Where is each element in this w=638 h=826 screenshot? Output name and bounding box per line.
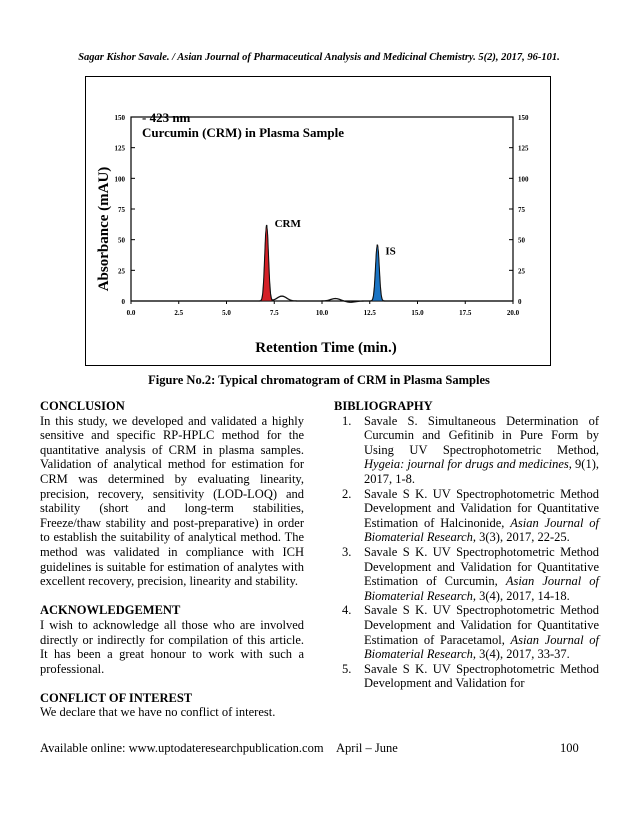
- running-header: Sagar Kishor Savale. / Asian Journal of Pharmaceutical Analysis and Medicinal Chemistry. 5(2), 2017, 96-101.: [78, 52, 560, 63]
- reference-text: Savale S K. UV Spectrophotometric Method Development and Validation for Quantitative Estimation of Curcumin,: [364, 544, 599, 589]
- reference-journal: Asian Journal of Biomaterial Research,: [364, 632, 599, 662]
- reference-item: [334, 545, 599, 603]
- reference-number: 1.: [342, 413, 352, 428]
- y-tick-label-right: 50: [518, 236, 525, 245]
- reference-number: 3.: [342, 544, 352, 559]
- chromatogram-chart: [86, 77, 549, 364]
- chart-title: Curcumin (CRM) in Plasma Sample: [142, 125, 344, 140]
- reference-details: 3(4), 2017, 14-18.: [476, 588, 570, 603]
- reference-item: [334, 414, 599, 487]
- reference-journal: Hygeia: journal for drugs and medicines,: [364, 457, 572, 472]
- wavelength-annotation: - 423 nm: [142, 110, 191, 125]
- bibliography-heading: BIBLIOGRAPHY: [334, 399, 433, 413]
- plot-frame: [131, 117, 513, 301]
- reference-details: 3(3), 2017, 22-25.: [476, 530, 570, 545]
- figure-caption: Figure No.2: Typical chromatogram of CRM in Plasma Samples: [148, 373, 490, 387]
- x-tick-label: 7.5: [269, 309, 279, 317]
- peak-label-crm: CRM: [274, 217, 301, 230]
- x-tick-label: 15.0: [411, 309, 424, 317]
- chromatogram-trace: [131, 225, 513, 302]
- reference-number: 4.: [342, 603, 352, 618]
- y-tick-label-left: 125: [114, 144, 125, 153]
- reference-journal: Asian Journal of Biomaterial Research,: [364, 574, 599, 603]
- left-column: [40, 399, 304, 720]
- peak-is: [369, 245, 386, 301]
- y-tick-label-right: 100: [518, 175, 529, 184]
- reference-text: Savale S K. UV Spectrophotometric Method Development and Validation for Quantitative Estimation of Paracetamol,: [364, 603, 599, 647]
- x-tick-label: 5.0: [222, 309, 231, 317]
- x-tick-label: 10.0: [315, 309, 329, 317]
- peak-label-is: IS: [385, 245, 396, 258]
- conflict-text: We declare that we have no conflict of interest.: [40, 705, 276, 720]
- y-tick-label-right: 150: [518, 114, 529, 122]
- y-tick-label-left: 150: [114, 114, 125, 122]
- reference-details: 3(4), 2017, 33-37.: [476, 647, 570, 662]
- x-tick-label: 2.5: [174, 309, 184, 317]
- y-tick-label-right: 25: [518, 267, 525, 276]
- figure-frame: [85, 76, 551, 366]
- footer-website: Available online: www.uptodateresearchpublication.com: [40, 741, 324, 755]
- reference-number: 5.: [342, 661, 352, 676]
- x-axis-label: Retention Time (min.): [255, 340, 397, 356]
- acknowledgement-text: I wish to acknowledge all those who are involved directly or indirectly for compilation of this article. It has been a great honour to work with such a professional.: [40, 617, 304, 676]
- right-column: [334, 399, 599, 691]
- y-tick-label-right: 0: [518, 298, 522, 306]
- conclusion-heading: CONCLUSION: [40, 399, 125, 413]
- conflict-heading: CONFLICT OF INTEREST: [40, 690, 193, 705]
- footer-period: April – June: [336, 741, 398, 755]
- reference-journal: Asian Journal of Biomaterial Research,: [364, 515, 599, 545]
- y-tick-label-left: 100: [114, 175, 125, 184]
- reference-text: Savale S. Simultaneous Determination of Curcumin and Gefitinib in Pure Form by Using UV Spectrophotometric Method,: [364, 413, 599, 457]
- footer-page-number: 100: [560, 741, 579, 755]
- y-tick-label-left: 50: [118, 236, 125, 245]
- peak-crm: [258, 225, 275, 301]
- y-tick-label-right: 125: [518, 144, 529, 153]
- x-tick-label: 20.0: [506, 309, 520, 317]
- y-tick-label-left: 0: [121, 298, 125, 306]
- acknowledgement-heading: ACKNOWLEDGEMENT: [40, 603, 181, 618]
- bibliography-list: [334, 414, 599, 691]
- x-tick-label: 0.0: [126, 309, 136, 317]
- plot-area: [115, 114, 530, 317]
- y-tick-label-left: 75: [118, 206, 125, 214]
- y-tick-label-right: 75: [518, 206, 525, 214]
- x-tick-label: 17.5: [459, 309, 472, 317]
- conclusion-text: In this study, we developed and validated a highly sensitive and specific RP-HPLC method for the quantitative analysis of CRM in plasma samples. Validation of analytical method for estimation for CRM was determined by evaluating linearity, precision, recovery, sensitivity (LOD-LOQ) and stability (short and long-term stabilities, Freeze/thaw stability and post-preparative) in order to establish the suitability of analytical method. The method was validated in compliance with ICH guidelines is suitable for estimation of analytes with excellent recovery, precision, linearity and stability.: [40, 413, 304, 589]
- reference-number: 2.: [342, 486, 352, 501]
- reference-text: Savale S K. UV Spectrophotometric Method Development and Validation for: [364, 661, 599, 691]
- x-tick-label: 12.5: [363, 309, 376, 317]
- y-tick-label-left: 25: [118, 267, 125, 276]
- reference-item: [334, 662, 599, 691]
- y-axis-label: Absorbance (mAU): [96, 166, 112, 292]
- reference-item: [334, 487, 599, 545]
- reference-details: 9(1), 2017, 1-8.: [364, 457, 599, 486]
- reference-text: Savale S K. UV Spectrophotometric Method Development and Validation for Quantitative Estimation of Halcinonide,: [364, 486, 599, 530]
- reference-item: [334, 603, 599, 661]
